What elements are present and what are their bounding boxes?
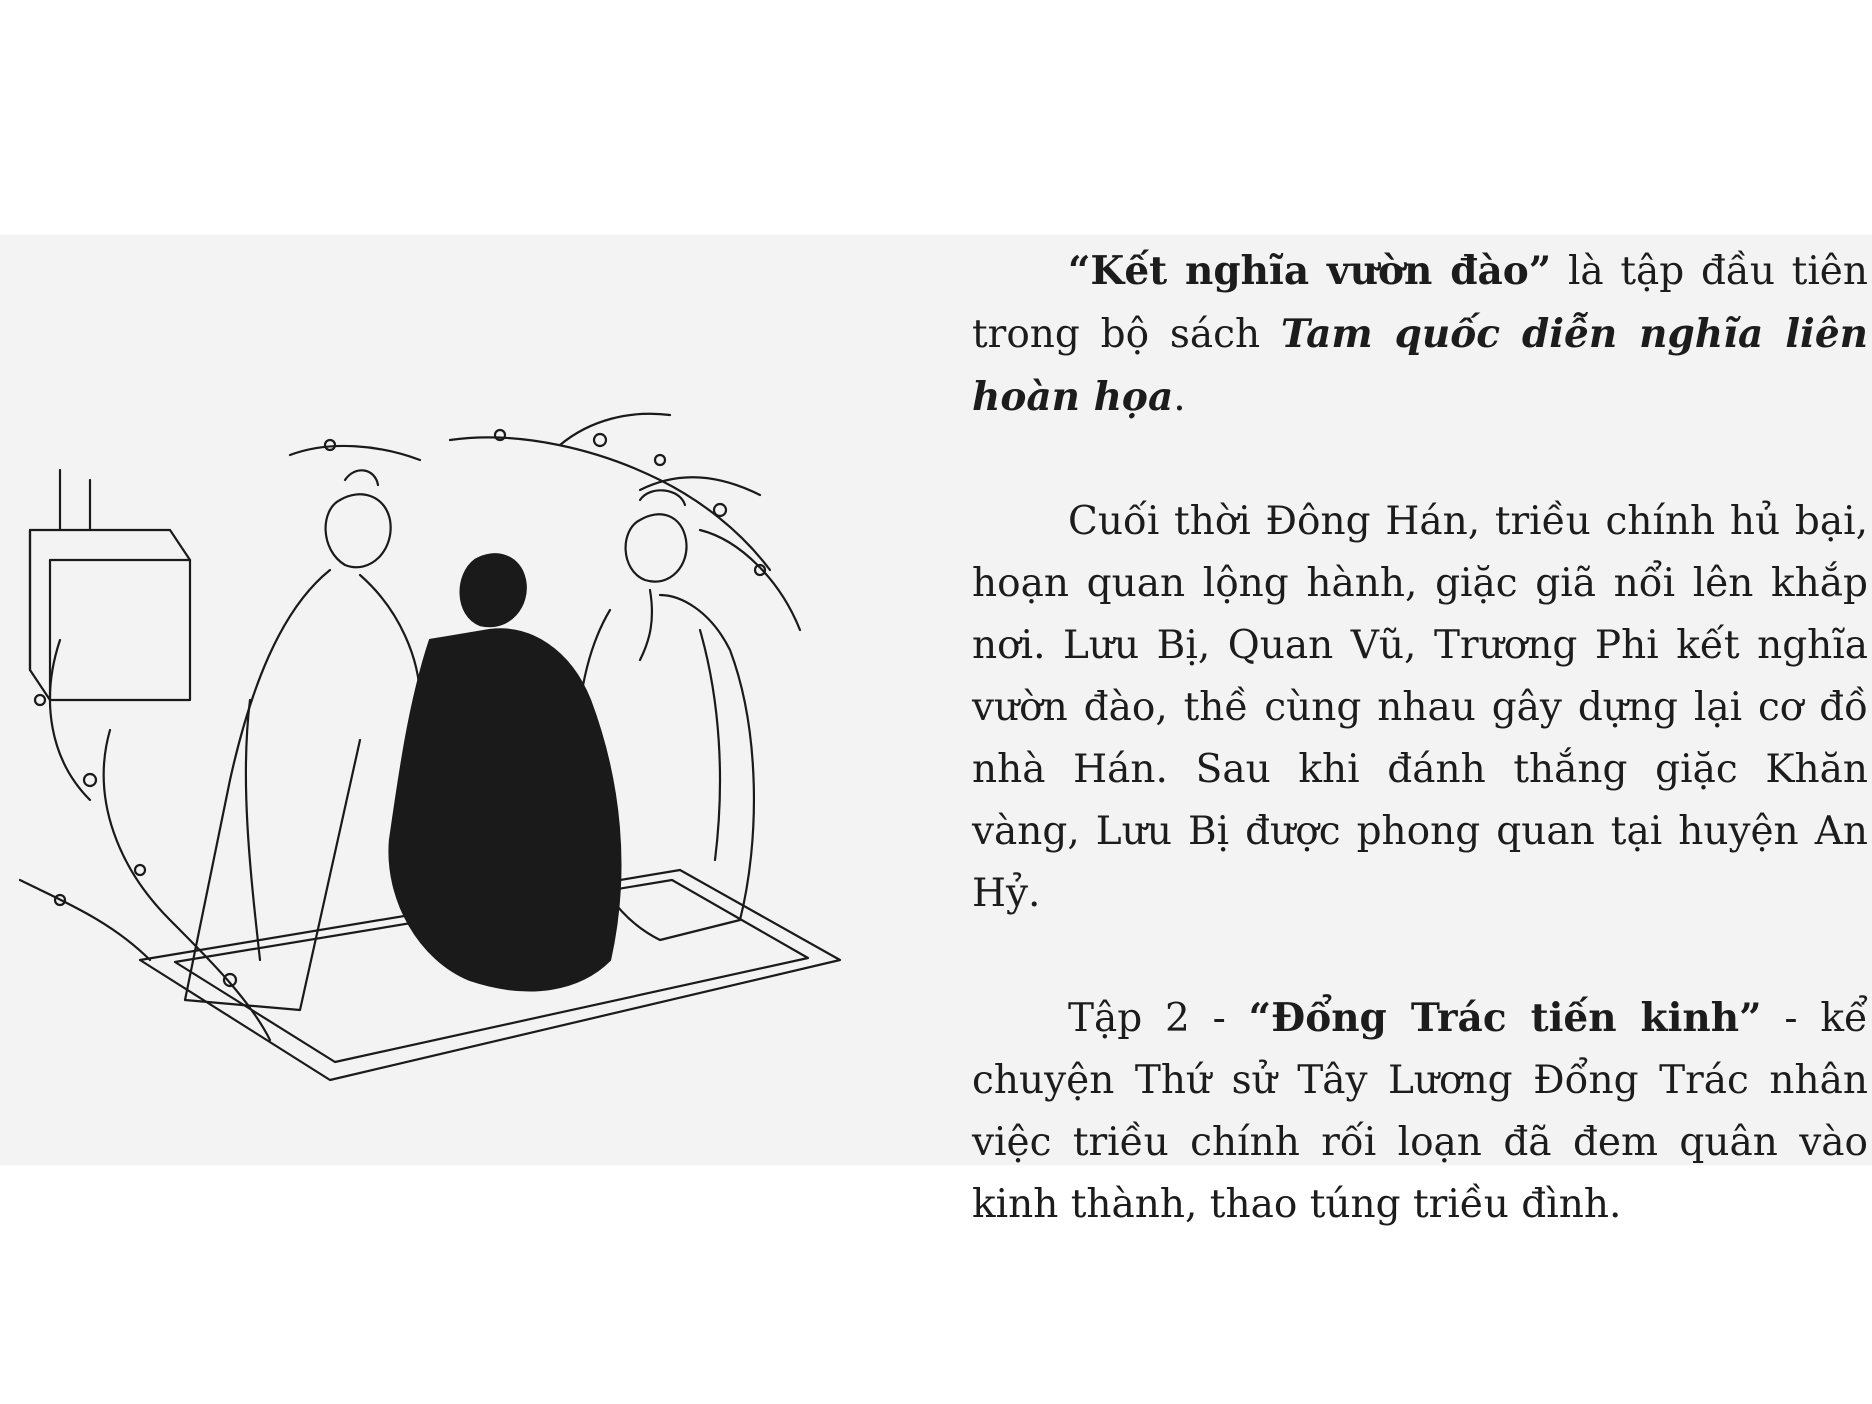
book-series-title: Tam quốc diễn nghĩa liên hoàn họa — [972, 311, 1868, 420]
volume-1-title: “Kết nghĩa vườn đào” — [1068, 248, 1552, 294]
altar-table — [30, 530, 190, 700]
intro-middle-text: là tập đầu tiên trong bộ sách — [972, 249, 1869, 357]
illustration-drawing — [0, 400, 880, 1120]
text-column — [972, 240, 1868, 1298]
intro-end-text: . — [1173, 375, 1186, 420]
paragraph-summary-volume-1: Cuối thời Đông Hán, triều chính hủ bại, hoạn quan lộng hành, giặc giã nổi lên khắp nơi. Lưu Bị, Quan Vũ, Trương Phi kết nghĩa vườn đào, thề cùng nhau gây dựng lại cơ đồ nhà Hán. Sau khi đánh thắng giặc Khăn vàng, Lưu Bị được phong quan tại huyện An Hỷ. — [972, 499, 1868, 916]
volume-2-title: “Đổng Trác tiến kinh” — [1248, 995, 1762, 1041]
tree-branch — [560, 414, 670, 445]
figure-middle — [461, 554, 526, 626]
paragraph-volume-2 — [972, 987, 1868, 1236]
figure-right — [626, 514, 687, 581]
volume-2-description: - kể chuyện Thứ sử Tây Lương Đổng Trác nhân việc triều chính rối loạn đã đem quân vào kinh thành, thao túng triều đình. — [972, 996, 1868, 1227]
three-brothers-illustration — [0, 400, 880, 1120]
tree-branch — [50, 640, 90, 800]
tree-branch — [20, 880, 150, 960]
figure-left — [326, 494, 391, 567]
paragraph-intro — [972, 240, 1868, 429]
volume-2-lead: Tập 2 - — [1068, 996, 1249, 1041]
tree-branch — [290, 446, 420, 460]
